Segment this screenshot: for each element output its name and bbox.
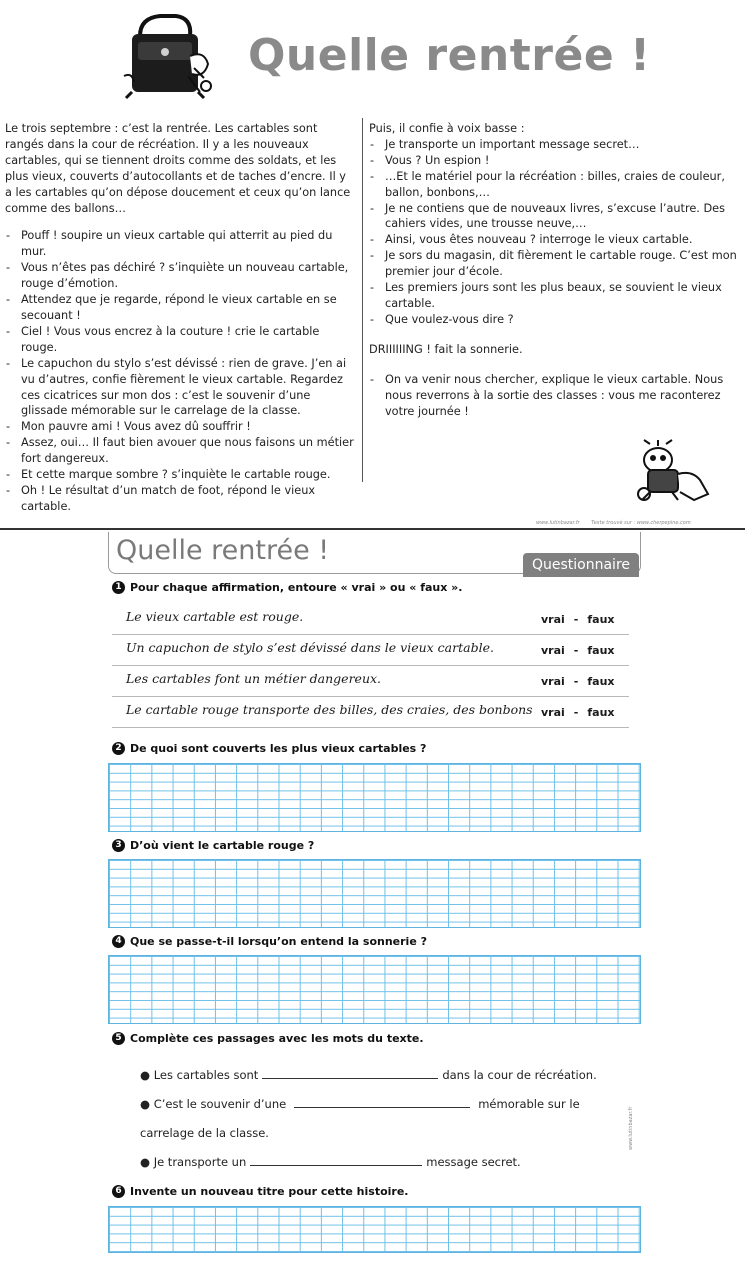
answer-area-3[interactable] [108, 859, 641, 928]
option-separator: - [573, 706, 579, 719]
quiz-title: Quelle rentrée ! [116, 535, 330, 566]
dialogue-line: - Que voulez-vous dire ? [369, 312, 741, 328]
closing-line: - On va venir nous chercher, explique le vieux cartable. Nous nous reverrons à la sortie des classes : vous me raconterez votre journée ! [369, 372, 741, 420]
fill-2-after: mémorable sur le [478, 1097, 580, 1111]
footer-source: Texte trouvé sur : www.cherpepine.com [591, 520, 691, 526]
dialogue-line: - Et cette marque sombre ? s’inquiète le cartable rouge. [5, 467, 355, 483]
question-1-text: Pour chaque affirmation, entoure « vrai » ou « faux ». [130, 581, 463, 594]
table-row [112, 697, 629, 728]
column-divider [362, 118, 363, 482]
vrai-option[interactable]: vrai [541, 675, 565, 688]
true-false-options [541, 644, 615, 657]
table-row [112, 666, 629, 697]
true-false-table [112, 604, 629, 728]
question-5-text: Complète ces passages avec les mots du texte. [130, 1032, 424, 1045]
story-title: Quelle rentrée ! [248, 30, 651, 81]
number-5-icon: 5 [112, 1032, 125, 1045]
dialogue-line: - Ainsi, vous êtes nouveau ? interroge le vieux cartable. [369, 232, 741, 248]
faux-option[interactable]: faux [587, 613, 615, 626]
question-1 [112, 581, 462, 594]
dialogue-line: - Le capuchon du stylo s’est dévissé : rien de grave. J’en ai vu d’autres, confie fièrement le vieux cartable. Regardez ces cicatrices sur mon dos : c’est le souvenir d’une glissade mémorable sur le carrelage de la classe. [5, 356, 355, 420]
vrai-option[interactable]: vrai [541, 644, 565, 657]
dialogue-list-left [5, 228, 355, 514]
dialogue-line: - Assez, oui… Il faut bien avouer que nous faisons un métier fort dangereux. [5, 435, 355, 467]
answer-area-6[interactable] [108, 1206, 641, 1253]
fill-sentence-1 [140, 1068, 597, 1082]
statement-text: Un capuchon de stylo s’est dévissé dans le vieux cartable. [126, 640, 494, 655]
question-6 [112, 1185, 408, 1198]
running-satchel-illustration-icon [628, 438, 714, 504]
true-false-options [541, 706, 615, 719]
dialogue-line: - Je ne contiens que de nouveaux livres, s’excuse l’autre. Des cahiers vides, une trousse neuve,… [369, 201, 741, 233]
dialogue-line: - Je transporte un important message secret… [369, 137, 741, 153]
statement-text: Le vieux cartable est rouge. [126, 609, 304, 624]
answer-area-2[interactable] [108, 763, 641, 832]
footer-site: www.lutinbazar.fr [536, 520, 580, 526]
blank-input-1[interactable] [262, 1069, 438, 1079]
question-2-text: De quoi sont couverts les plus vieux cartables ? [130, 742, 427, 755]
fill-sentence-3 [140, 1155, 521, 1169]
dialogue-line: - Attendez que je regarde, répond le vieux cartable en se secouant ! [5, 292, 355, 324]
true-false-options [541, 613, 615, 626]
answer-area-4[interactable] [108, 955, 641, 1024]
dialogue-line: - Vous n’êtes pas déchiré ? s’inquiète un nouveau cartable, rouge d’émotion. [5, 260, 355, 292]
blank-input-3[interactable] [250, 1156, 422, 1166]
faux-option[interactable]: faux [587, 644, 615, 657]
question-3 [112, 839, 314, 852]
vrai-option[interactable]: vrai [541, 613, 565, 626]
dialogue-line: - Les premiers jours sont les plus beaux, se souvient le vieux cartable. [369, 280, 741, 312]
story-left-column [5, 121, 355, 515]
side-credit: www.lutinbazar.fr [628, 1106, 634, 1150]
fill-3-before: ● Je transporte un [140, 1155, 247, 1169]
dialogue-line: - Pouff ! soupire un vieux cartable qui atterrit au pied du mur. [5, 228, 355, 260]
fill-sentence-2-continued: carrelage de la classe. [140, 1126, 269, 1140]
question-4-text: Que se passe-t-il lorsqu’on entend la sonnerie ? [130, 935, 427, 948]
story-header [0, 0, 745, 110]
story-intro: Le trois septembre : c’est la rentrée. Les cartables sont rangés dans la cour de récréation. Il y a les nouveaux cartables, qui se tiennent droits comme des soldats, et les plus vieux, couverts d’autocollants et de taches d’encre. Il y a les cartables qu’on dépose doucement et ceux qu’on lance comme des ballons… [5, 122, 351, 215]
fill-sentence-2 [140, 1097, 580, 1111]
dialogue-list-right [369, 137, 741, 328]
option-separator: - [573, 675, 579, 688]
questionnaire-tab: Questionnaire [523, 553, 639, 577]
number-6-icon: 6 [112, 1185, 125, 1198]
dialogue-line: - Vous ? Un espion ! [369, 153, 741, 169]
fill-2-before: ● C’est le souvenir d’une [140, 1097, 287, 1111]
question-2 [112, 742, 426, 755]
question-3-text: D’où vient le cartable rouge ? [130, 839, 315, 852]
fill-3-after: message secret. [426, 1155, 521, 1169]
option-separator: - [573, 613, 579, 626]
option-separator: - [573, 644, 579, 657]
question-5 [112, 1032, 424, 1045]
closing-list [369, 372, 741, 420]
number-3-icon: 3 [112, 839, 125, 852]
fill-1-before: ● Les cartables sont [140, 1068, 259, 1082]
dialogue-line: - Oh ! Le résultat d’un match de foot, répond le vieux cartable. [5, 483, 355, 515]
dialogue-line: - Mon pauvre ami ! Vous avez dû souffrir ! [5, 419, 355, 435]
table-row [112, 604, 629, 635]
page-separator [0, 528, 745, 530]
dialogue-line: - Je sors du magasin, dit fièrement le cartable rouge. C’est mon premier jour d’école. [369, 248, 741, 280]
dialogue-line: - …Et le matériel pour la récréation : billes, craies de couleur, ballon, bonbons,… [369, 169, 741, 201]
faux-option[interactable]: faux [587, 706, 615, 719]
number-4-icon: 4 [112, 935, 125, 948]
question-6-text: Invente un nouveau titre pour cette histoire. [130, 1185, 409, 1198]
statement-text: Le cartable rouge transporte des billes, des craies, des bonbons [126, 702, 533, 717]
question-4 [112, 935, 427, 948]
true-false-options [541, 675, 615, 688]
dialogue-line: - Ciel ! Vous vous encrez à la couture ! crie le cartable rouge. [5, 324, 355, 356]
number-2-icon: 2 [112, 742, 125, 755]
bell-line: DRIIIIIING ! fait la sonnerie. [369, 342, 523, 356]
vrai-option[interactable]: vrai [541, 706, 565, 719]
faux-option[interactable]: faux [587, 675, 615, 688]
fill-1-after: dans la cour de récréation. [442, 1068, 597, 1082]
statement-text: Les cartables font un métier dangereux. [126, 671, 382, 686]
footer-credit [536, 520, 701, 526]
number-1-icon: 1 [112, 581, 125, 594]
blank-input-2[interactable] [294, 1098, 470, 1108]
satchel-illustration-icon [118, 6, 218, 104]
story-right-intro: Puis, il confie à voix basse : [369, 122, 525, 135]
table-row [112, 635, 629, 666]
story-right-column [369, 121, 741, 419]
